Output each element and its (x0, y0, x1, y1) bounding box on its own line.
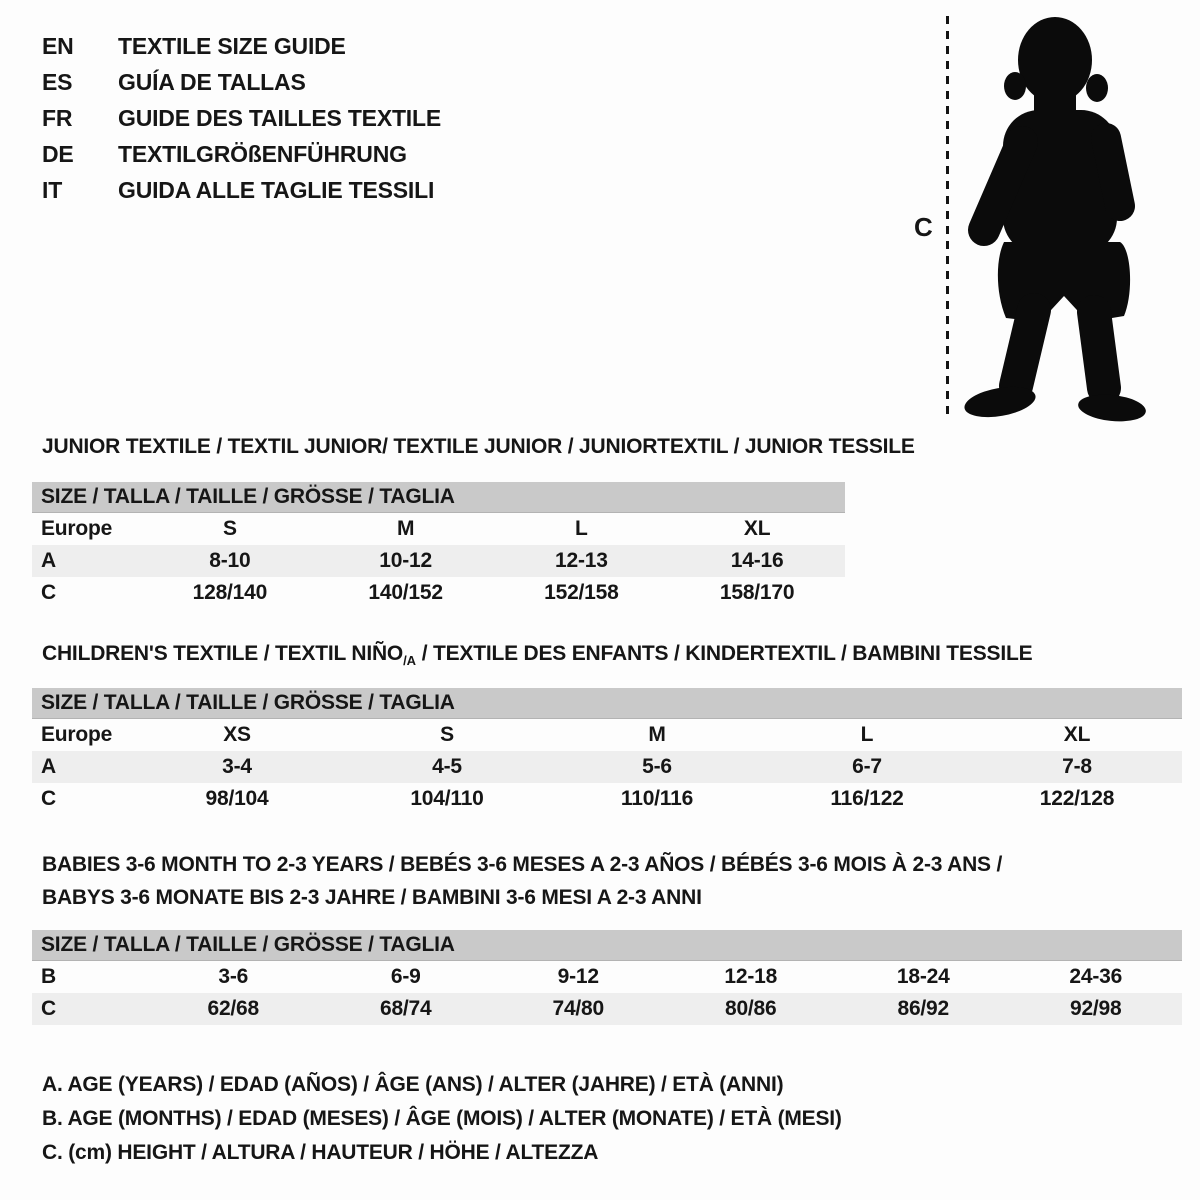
table-cell: 68/74 (379, 997, 432, 1020)
row-label: C (41, 997, 56, 1020)
table-cell: 18-24 (896, 965, 950, 988)
table-cell: 12-13 (555, 549, 608, 572)
table-cell: XL (1063, 723, 1091, 746)
lang-title: GUÍA DE TALLAS (118, 68, 306, 95)
junior-textile-table (32, 482, 845, 609)
table-cell: 12-18 (724, 965, 778, 988)
lang-title: TEXTILGRÖßENFÜHRUNG (118, 140, 407, 167)
lang-title: GUIDA ALLE TAGLIE TESSILI (118, 176, 435, 203)
table-cell: 14-16 (730, 549, 784, 572)
table-cell: 104/110 (410, 787, 484, 810)
babies-textile-table-body (32, 961, 1182, 1025)
lang-code: FR (42, 104, 73, 131)
table-row (32, 513, 845, 545)
lang-row-en (42, 28, 441, 64)
table-cell: 5-6 (642, 755, 672, 778)
lang-row-de (42, 136, 441, 172)
table-cell: S (222, 517, 237, 540)
table-row (32, 545, 845, 577)
table-cell: L (860, 723, 874, 746)
table-cell: 8-10 (209, 549, 251, 572)
legend-line-age-years: A. AGE (YEARS) / EDAD (AÑOS) / ÂGE (ANS) / ALTER (JAHRE) / ETÀ (ANNI) (42, 1073, 784, 1096)
childrens-title-subscript: /A (403, 653, 417, 668)
junior-textile-table-body (32, 513, 845, 609)
childrens-title-main: CHILDREN'S TEXTILE / TEXTIL NIÑO (42, 642, 404, 665)
table-cell: 3-6 (218, 965, 249, 988)
table-cell: 116/122 (830, 787, 904, 810)
row-label: Europe (41, 517, 113, 540)
childrens-textile-title (42, 642, 1032, 668)
table-cell: 9-12 (557, 965, 599, 988)
babies-title-line1: BABIES 3-6 MONTH TO 2-3 YEARS / BEBÉS 3-6 MESES A 2-3 AÑOS / BÉBÉS 3-6 MOIS À 2-3 ANS / (42, 853, 1003, 876)
row-label: A (41, 755, 56, 778)
childrens-title-rest: / TEXTILE DES ENFANTS / KINDERTEXTIL / BAMBINI TESSILE (416, 642, 1033, 665)
lang-code: IT (42, 176, 63, 203)
table-cell: 98/104 (205, 787, 269, 810)
lang-code: EN (42, 32, 74, 59)
table-cell: XS (223, 723, 251, 746)
row-label: C (41, 787, 56, 810)
junior-textile-title: JUNIOR TEXTILE / TEXTIL JUNIOR/ TEXTILE JUNIOR / JUNIORTEXTIL / JUNIOR TESSILE (42, 435, 915, 458)
table-row (32, 783, 1182, 815)
table-cell: 152/158 (544, 581, 619, 604)
table-cell: 6-9 (390, 965, 421, 988)
table-cell: 140/152 (368, 581, 443, 604)
row-label: B (41, 965, 56, 988)
table-cell: XL (743, 517, 771, 540)
table-cell: 3-4 (222, 755, 252, 778)
toddler-silhouette-shape (962, 17, 1147, 424)
measurement-legend (42, 1068, 842, 1170)
lang-row-es (42, 64, 441, 100)
legend-line-age-months: B. AGE (MONTHS) / EDAD (MESES) / ÂGE (MOIS) / ALTER (MONATE) / ETÀ (MESI) (42, 1107, 842, 1130)
table-cell: 158/170 (719, 581, 795, 604)
table-cell: 92/98 (1069, 997, 1122, 1020)
table-row (32, 961, 1182, 993)
table-row (32, 993, 1182, 1025)
table-cell: 7-8 (1062, 755, 1092, 778)
table-cell: 4-5 (432, 755, 462, 778)
size-header-bar: SIZE / TALLA / TAILLE / GRÖSSE / TAGLIA (32, 688, 1182, 719)
table-row (32, 577, 845, 609)
row-label: Europe (41, 723, 113, 746)
row-label: C (41, 581, 56, 604)
table-cell: 122/128 (1039, 787, 1115, 810)
lang-code: DE (42, 140, 74, 167)
table-cell: 110/116 (620, 787, 694, 810)
height-measure-label: C (914, 212, 933, 242)
lang-title: TEXTILE SIZE GUIDE (118, 32, 346, 59)
legend-line-height-cm: C. (cm) HEIGHT / ALTURA / HAUTEUR / HÖHE / ALTEZZA (42, 1141, 599, 1164)
size-header-bar: SIZE / TALLA / TAILLE / GRÖSSE / TAGLIA (32, 930, 1182, 961)
language-title-list (42, 28, 441, 208)
lang-code: ES (42, 68, 73, 95)
childrens-textile-table-body (32, 719, 1182, 815)
babies-textile-title (42, 848, 1002, 914)
babies-textile-table (32, 930, 1182, 1025)
size-header-bar: SIZE / TALLA / TAILLE / GRÖSSE / TAGLIA (32, 482, 845, 513)
babies-title-line2: BABYS 3-6 MONATE BIS 2-3 JAHRE / BAMBINI 3-6 MESI A 2-3 ANNI (42, 886, 702, 909)
lang-row-it (42, 172, 441, 208)
table-cell: 80/86 (724, 997, 777, 1020)
table-cell: 10-12 (379, 549, 432, 572)
table-cell: 128/140 (192, 581, 268, 604)
row-label: A (41, 549, 56, 572)
table-cell: L (575, 517, 588, 540)
toddler-silhouette-image (950, 8, 1200, 428)
table-cell: M (396, 517, 415, 540)
table-row (32, 719, 1182, 751)
table-cell: 62/68 (207, 997, 260, 1020)
height-dashed-line (946, 16, 949, 416)
lang-row-fr (42, 100, 441, 136)
table-row (32, 751, 1182, 783)
table-cell: 74/80 (552, 997, 605, 1020)
table-cell: 86/92 (897, 997, 950, 1020)
table-cell: S (440, 723, 454, 746)
table-cell: 6-7 (852, 755, 882, 778)
table-cell: 24-36 (1069, 965, 1123, 988)
childrens-textile-table (32, 688, 1182, 815)
table-cell: M (648, 723, 666, 746)
lang-title: GUIDE DES TAILLES TEXTILE (118, 104, 441, 131)
